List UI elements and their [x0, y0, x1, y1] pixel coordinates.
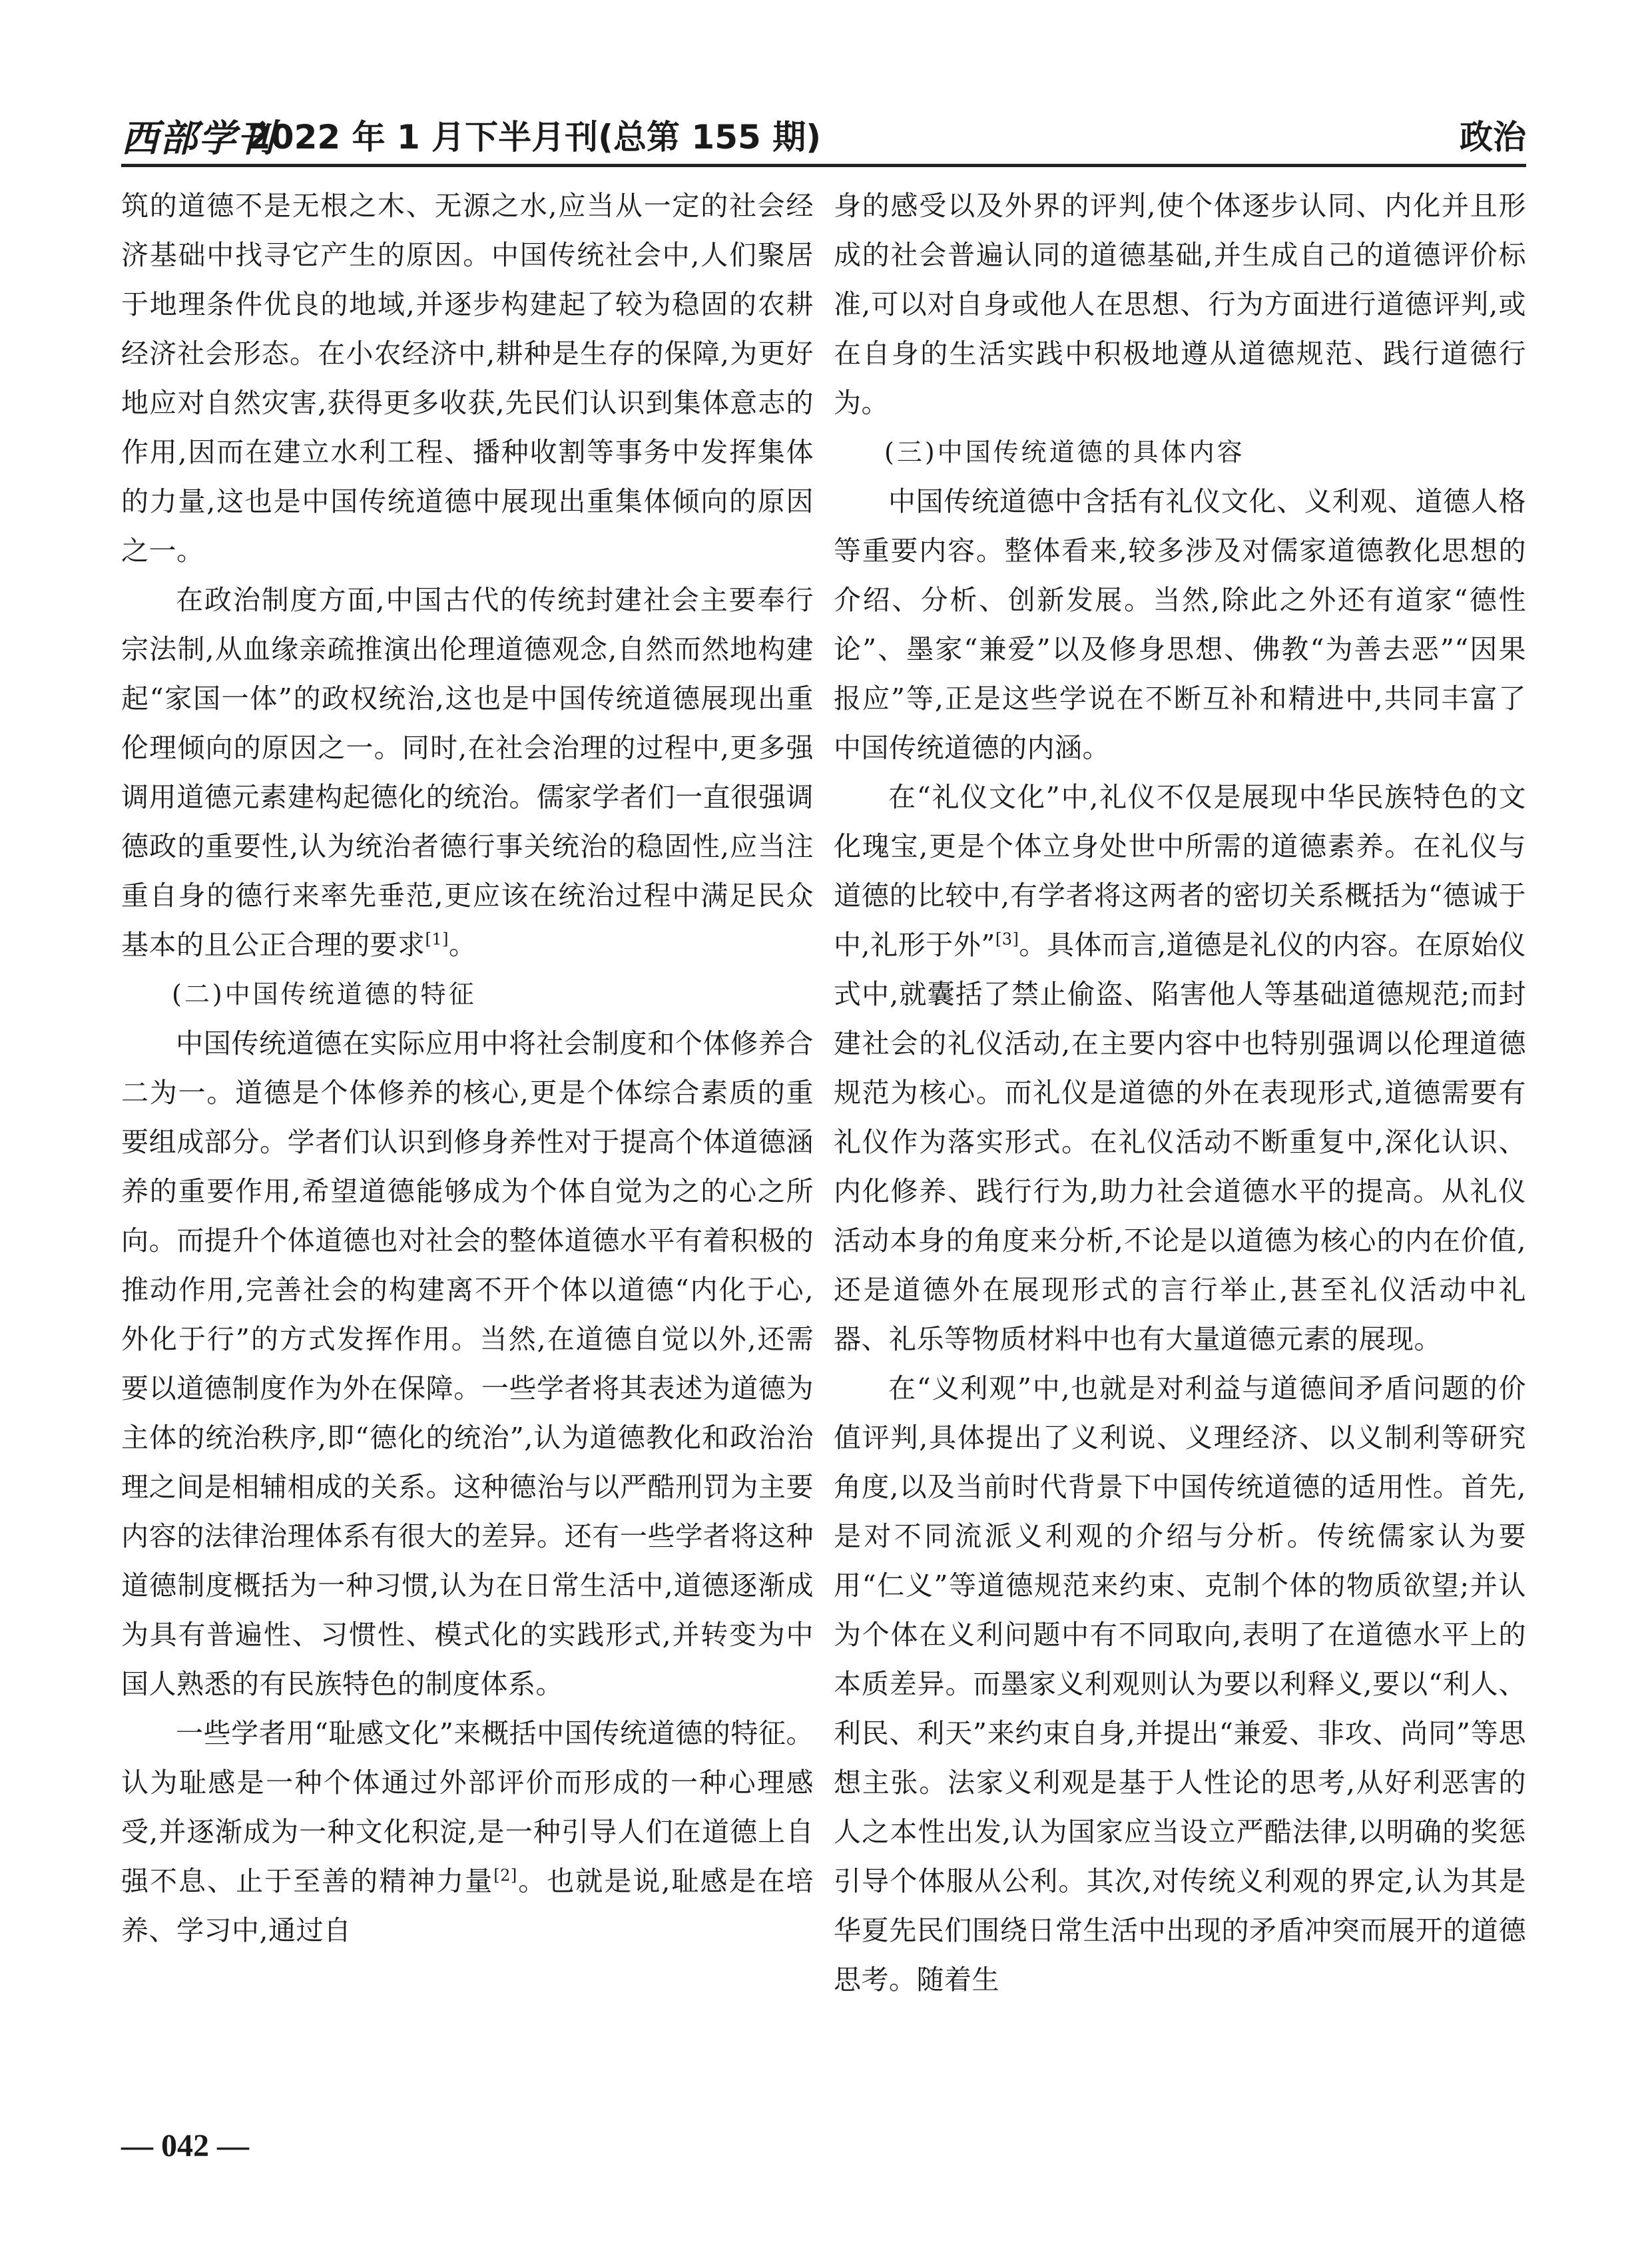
paragraph-text: 在政治制度方面,中国古代的传统封建社会主要奉行宗法制,从血缘亲疏推演出伦理道德观念,自然而然地构建起“家国一体”的政权统治,这也是中国传统道德展现出重伦理倾向的原因之一。同时,在社会治理的过程中,更多强调用道德元素建构起德化的统治。儒家学者们一直很强调德政的重要性,认为统治者德行事关统治的稳固性,应当注重自身的德行来率先垂范,更应该在统治过程中满足民众基本的且公正合理的要求	[121, 584, 814, 961]
section-heading: (三)中国传统道德的具体内容	[884, 437, 1245, 467]
paragraph-text: 一些学者用“耻感文化”来概括中国传统道德的特征。认为耻感是一种个体通过外部评价而形成的一种心理感受,并逐渐成为一种文化积淀,是一种引导人们在道德上自强不息、止于至善的精神力量	[121, 1717, 814, 1897]
paragraph	[121, 1709, 814, 1955]
section-name: 政治	[1460, 118, 1526, 156]
paragraph: 身的感受以及外界的评判,使个体逐步认同、内化并且形成的社会普遍认同的道德基础,并生成自己的道德评价标准,可以对自身或他人在思想、行为方面进行道德评判,或在自身的生活实践中积极地遵从道德规范、践行道德行为。	[834, 190, 1526, 419]
paragraph-text: 。也就是说,耻感是在培养、学习中,通过自	[121, 1865, 814, 1946]
citation-ref: [3]	[995, 930, 1019, 949]
paragraph	[121, 575, 814, 970]
running-header	[121, 107, 1526, 160]
right-column	[834, 181, 1526, 2112]
citation-ref: [1]	[425, 930, 449, 949]
issue-info: 2022 年 1 月下半月刊(总第 155 期)	[248, 118, 822, 156]
journal-logo: 西部学刊	[121, 117, 276, 160]
paragraph: 在“义利观”中,也就是对利益与道德间矛盾问题的价值评判,具体提出了义利说、义理经济、以义制利等研究角度,以及当前时代背景下中国传统道德的适用性。首先,是对不同流派义利观的介绍与分析。传统儒家认为要用“仁义”等道德规范来约束、克制个体的物质欲望;并认为个体在义利问题中有不同取向,表明了在道德水平上的本质差异。而墨家义利观则认为要以利释义,要以“利人、利民、利天”来约束自身,并提出“兼爱、非攻、尚同”等思想主张。法家义利观是基于人性论的思考,从好利恶害的人之本性出发,认为国家应当设立严酷法律,以明确的奖惩引导个体服从公利。其次,对传统义利观的界定,认为其是华夏先民们围绕日常生活中出现的矛盾冲突而展开的道德思考。随着生	[834, 1372, 1526, 1996]
paragraph: 中国传统道德在实际应用中将社会制度和个体修养合二为一。道德是个体修养的核心,更是个体综合素质的重要组成部分。学者们认识到修身养性对于提高个体道德涵养的重要作用,希望道德能够成为个体自觉为之的心之所向。而提升个体道德也对社会的整体道德水平有着积极的推动作用,完善社会的构建离不开个体以道德“内化于心,外化于行”的方式发挥作用。当然,在道德自觉以外,还需要以道德制度作为外在保障。一些学者将其表述为道德为主体的统治秩序,即“德化的统治”,认为道德教化和政治治理之间是相辅相成的关系。这种德治与以严酷刑罚为主要内容的法律治理体系有很大的差异。还有一些学者将这种道德制度概括为一种习惯,认为在日常生活中,道德逐渐成为具有普遍性、习惯性、模式化的实践形式,并转变为中国人熟悉的有民族特色的制度体系。	[121, 1027, 814, 1700]
left-column	[121, 181, 814, 2112]
section-heading: (二)中国传统道德的特征	[172, 980, 477, 1009]
page-number: — 042 —	[121, 2128, 249, 2163]
header-rule	[121, 164, 1526, 167]
paragraph-text: 在“礼仪文化”中,礼仪不仅是展现中华民族特色的文化瑰宝,更是个体立身处世中所需的道德素养。在礼仪与道德的比较中,有学者将这两者的密切关系概括为“德诚于中,礼形于外”	[834, 781, 1526, 961]
paragraph: 筑的道德不是无根之木、无源之水,应当从一定的社会经济基础中找寻它产生的原因。中国传统社会中,人们聚居于地理条件优良的地域,并逐步构建起了较为稳固的农耕经济社会形态。在小农经济中,耕种是生存的保障,为更好地应对自然灾害,获得更多收获,先民们认识到集体意志的作用,因而在建立水利工程、播种收割等事务中发挥集体的力量,这也是中国传统道德中展现出重集体倾向的原因之一。	[121, 190, 814, 567]
paragraph	[834, 772, 1526, 1364]
paragraph-text: 。	[449, 929, 477, 961]
paragraph-text: 。具体而言,道德是礼仪的内容。在原始仪式中,就囊括了禁止偷盗、陷害他人等基础道德规范;而封建社会的礼仪活动,在主要内容中也特别强调以伦理道德规范为核心。而礼仪是道德的外在表现形式,道德需要有礼仪作为落实形式。在礼仪活动不断重复中,深化认识、内化修养、践行行为,助力社会道德水平的提高。从礼仪活动本身的角度来分析,不论是以道德为核心的内在价值,还是道德外在展现形式的言行举止,甚至礼仪活动中礼器、礼乐等物质材料中也有大量道德元素的展现。	[834, 929, 1527, 1355]
citation-ref: [2]	[493, 1866, 517, 1885]
paragraph: 中国传统道德中含括有礼仪文化、义利观、道德人格等重要内容。整体看来,较多涉及对儒家道德教化思想的介绍、分析、创新发展。当然,除此之外还有道家“德性论”、墨家“兼爱”以及修身思想、佛教“为善去恶”“因果报应”等,正是这些学说在不断互补和精进中,共同丰富了中国传统道德的内涵。	[834, 485, 1526, 764]
